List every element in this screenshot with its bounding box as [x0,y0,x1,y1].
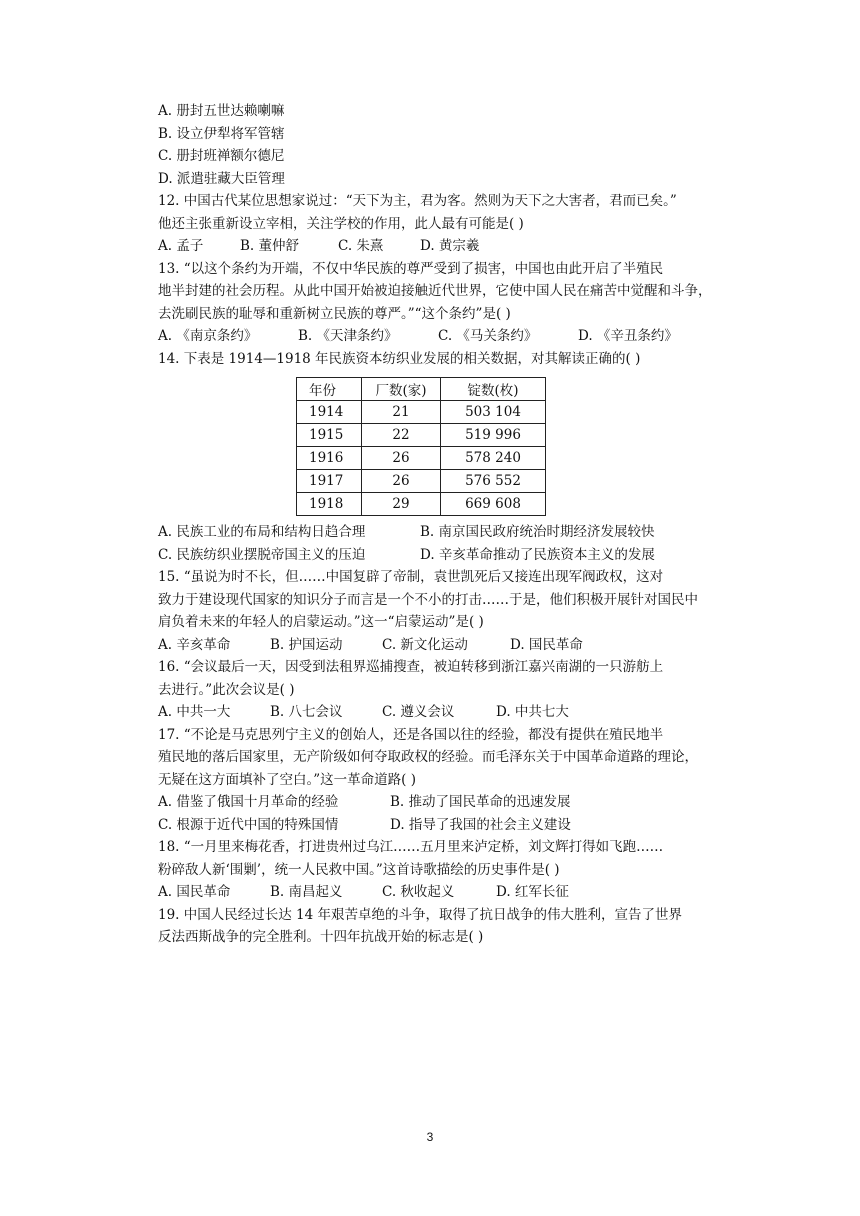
q19-line-2: 反法西斯战争的完全胜利。十四年抗战开始的标志是( ) [158,929,484,945]
table-cell: 1918 [297,493,362,516]
q11-option-d: D. 派遣驻藏大臣管理 [158,170,285,187]
q11-option-c: C. 册封班禅额尔德尼 [158,148,285,164]
q14-line-1: 14. 下表是 1914—1918 年民族资本纺织业发展的相关数据，对其解读正确的( ) [158,350,641,367]
q14-option-c: C. 民族纺织业摆脱帝国主义的压迫 [158,546,366,563]
q13-options [158,325,738,348]
q12-option-d: D. 黄宗羲 [420,238,480,254]
q13-option-d: D. 《辛丑条约》 [578,328,678,344]
table-header-spindles: 锭数(枚) [441,378,546,401]
q18-option-d: D. 红军长征 [496,884,569,900]
q17-options-row-2 [158,814,738,837]
table-cell: 29 [362,493,441,516]
table-cell: 1917 [297,470,362,493]
table-row [297,424,546,447]
table-row [297,470,546,493]
table-cell: 26 [362,447,441,470]
table-cell: 578 240 [441,447,546,470]
table-cell: 1916 [297,447,362,470]
table-row [297,447,546,470]
table-header-year: 年份 [297,378,362,401]
table-cell: 576 552 [441,470,546,493]
q17-line-3: 无疑在这方面填补了空白。”这一革命道路( ) [158,771,416,788]
q12-line-2: 他还主张重新设立宰相，关注学校的作用，此人最有可能是( ) [158,215,524,232]
table-cell: 1915 [297,424,362,447]
q14-options-row-1 [158,521,738,544]
q19-line-1: 19. 中国人民经过长达 14 年艰苦卓绝的斗争，取得了抗日战争的伟大胜利，宣告了世界 [158,906,683,923]
q17-option-b: B. 推动了国民革命的迅速发展 [390,794,571,810]
q18-option-a: A. 国民革命 [158,884,231,900]
q18-line-2: 粉碎敌人新‘围剿’，统一人民救中国。”这首诗歌描绘的历史事件是( ) [158,861,560,878]
q13-option-c: C. 《马关条约》 [438,328,538,344]
q17-option-d: D. 指导了我国的社会主义建设 [390,816,571,833]
table-cell: 1914 [297,401,362,424]
q13-line-2: 地半封建的社会历程。从此中国开始被迫接触近代世界，它使中国人民在痛苦中觉醒和斗争， [158,283,712,299]
q16-option-b: B. 八七会议 [270,704,343,720]
q16-option-a: A. 中共一大 [158,704,231,720]
q12-option-a: A. 孟子 [158,238,204,254]
q18-option-c: C. 秋收起义 [382,884,455,900]
q11-option-a: A. 册封五世达赖喇嘛 [158,103,285,119]
q13-line-1: 13. “以这个条约为开端，不仅中华民族的尊严受到了损害，中国也由此开启了半殖民 [158,260,664,277]
table-row [297,401,546,424]
table-cell: 21 [362,401,441,424]
q16-option-d: D. 中共七大 [496,704,569,720]
q14-option-b: B. 南京国民政府统治时期经济发展较快 [420,524,655,540]
q14-options-row-2 [158,544,738,567]
q15-option-d: D. 国民革命 [510,636,583,653]
q15-option-a: A. 辛亥革命 [158,636,231,653]
page-number: 3 [426,1130,434,1144]
q15-option-b: B. 护国运动 [270,636,343,653]
q17-option-a: A. 借鉴了俄国十月革命的经验 [158,794,339,810]
table-header-factories: 厂数(家) [362,378,441,401]
q18-options [158,881,738,904]
q15-line-3: 肩负着未来的年轻人的启蒙运动。”这一“启蒙运动”是( ) [158,614,484,630]
q15-options [158,634,738,657]
table-cell: 503 104 [441,401,546,424]
table-cell: 26 [362,470,441,493]
table-cell: 22 [362,424,441,447]
q17-line-2: 殖民地的落后国家里，无产阶级如何夺取政权的经验。而毛泽东关于中国革命道路的理论， [158,749,698,765]
q15-line-2: 致力于建设现代国家的知识分子而言是一个不小的打击……于是，他们积极开展针对国民中 [158,591,698,608]
q18-option-b: B. 南昌起义 [270,884,343,900]
q14-option-a: A. 民族工业的布局和结构日趋合理 [158,524,366,540]
q12-line-1: 12. 中国古代某位思想家说过：“天下为主，君为客。然则为天下之大害者，君而已矣。” [158,193,677,209]
q13-option-a: A. 《南京条约》 [158,328,258,344]
question-content [158,100,738,949]
table-cell: 669 608 [441,493,546,516]
q13-option-b: B. 《天津条约》 [298,328,398,344]
q15-line-1: 15. “虽说为时不长，但……中国复辟了帝制，袁世凯死后又接连出现军阀政权，这对 [158,569,664,585]
table-cell: 519 996 [441,424,546,447]
q17-option-c: C. 根源于近代中国的特殊国情 [158,816,339,833]
q16-line-1: 16. “会议最后一天，因受到法租界巡捕搜查，被迫转移到浙江嘉兴南湖的一只游舫上 [158,659,664,675]
q18-line-1: 18. “一月里来梅花香，打进贵州过乌江……五月里来泸定桥，刘文辉打得如飞跑…… [158,839,664,855]
q14-option-d: D. 辛亥革命推动了民族资本主义的发展 [420,546,655,563]
q12-option-b: B. 董仲舒 [240,238,300,254]
q17-options-row-1 [158,791,738,814]
q13-line-3: 去洗刷民族的耻辱和重新树立民族的尊严。”“这个条约”是( ) [158,305,511,322]
q14-data-table [296,377,546,516]
q17-line-1: 17. “不论是马克思列宁主义的创始人，还是各国以往的经验，都没有提供在殖民地半 [158,726,664,743]
table-header-row [297,378,546,401]
q15-option-c: C. 新文化运动 [382,636,468,653]
q16-line-2: 去进行。”此次会议是( ) [158,681,295,698]
q12-option-c: C. 朱熹 [338,238,384,254]
q16-option-c: C. 遵义会议 [382,704,455,720]
q16-options [158,701,738,724]
q12-options [158,235,738,258]
q11-option-b: B. 设立伊犁将军管辖 [158,125,285,142]
table-row [297,493,546,516]
